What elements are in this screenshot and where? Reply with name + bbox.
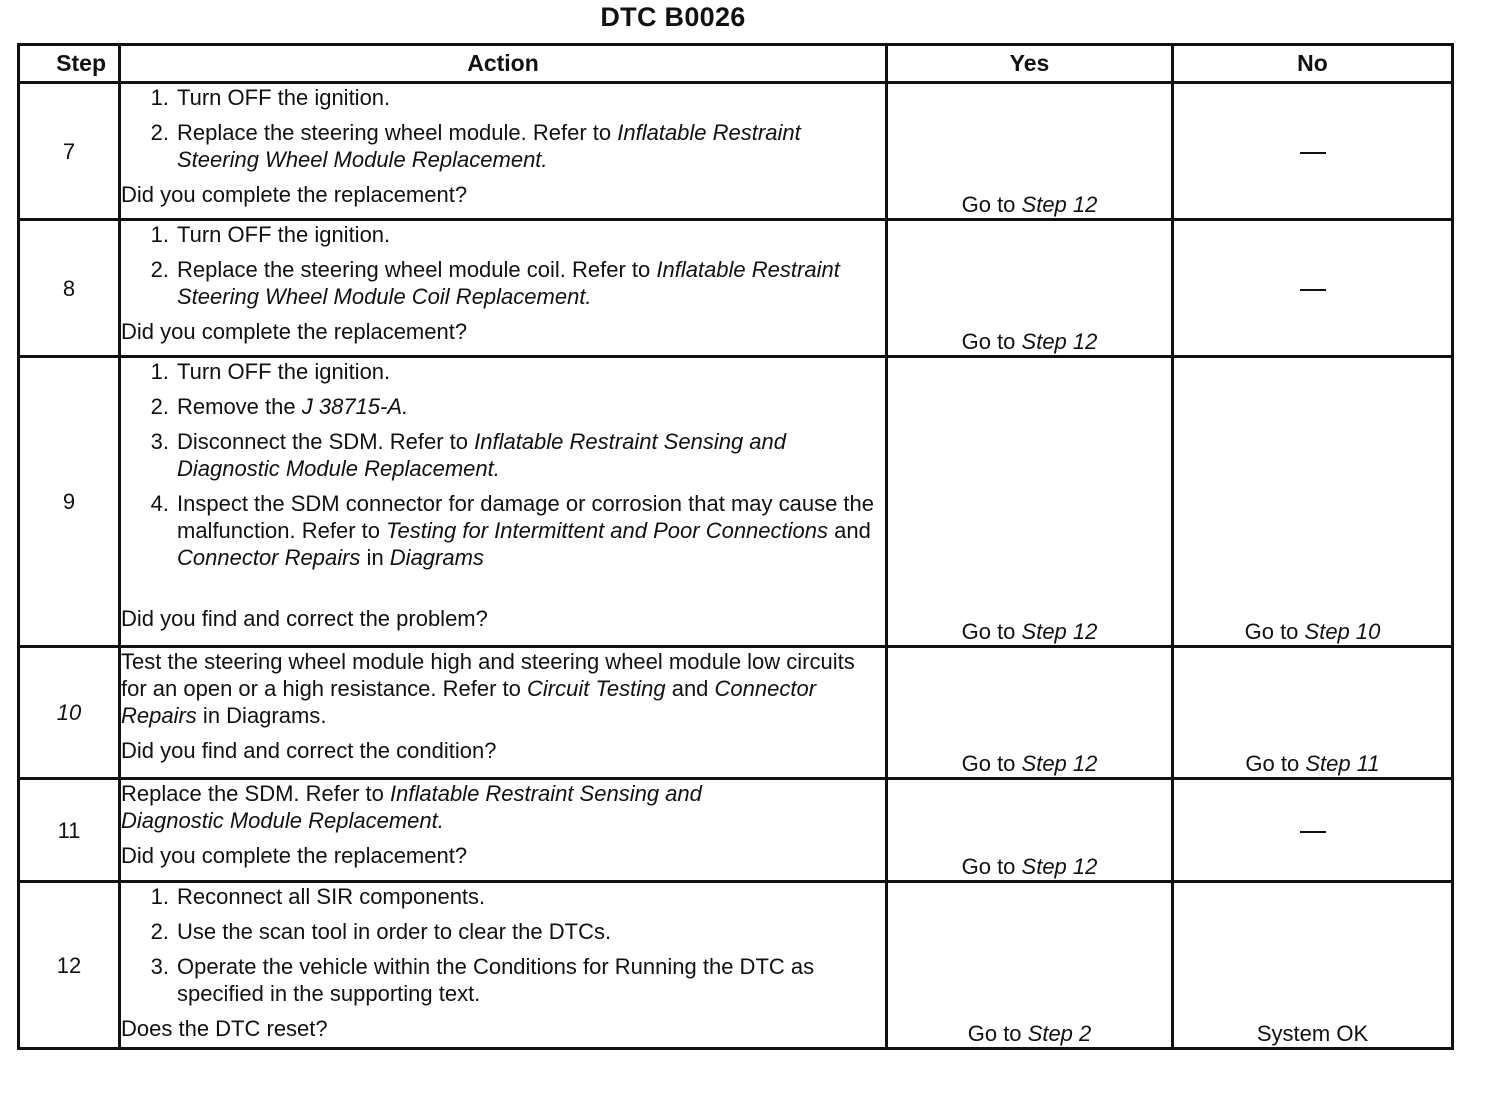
step-number: 9 [19, 357, 120, 647]
yes-link[interactable]: Step 12 [1021, 619, 1098, 644]
list-item: 3. Disconnect the SDM. Refer to Inflatable Restraint Sensing and Diagnostic Module Replacement. [150, 429, 786, 481]
header-row [19, 45, 1453, 83]
yes-cell: Go to Step 12 [887, 647, 1173, 779]
dash-mark [1300, 831, 1326, 833]
table-row [19, 357, 1453, 647]
question-text: Does the DTC reset? [121, 1016, 328, 1041]
action-cell [120, 882, 887, 1049]
list-item: 1. Turn OFF the ignition. [150, 359, 391, 384]
action-cell [120, 779, 887, 882]
yes-cell: Go to Step 12 [887, 357, 1173, 647]
table-row [19, 882, 1453, 1049]
action-list [121, 358, 885, 571]
step-number: 8 [19, 220, 120, 357]
header-yes: Yes [887, 45, 1173, 83]
list-item: 2. Remove the J 38715-A. [150, 394, 409, 419]
yes-cell: Go to Step 12 [887, 220, 1173, 357]
no-link[interactable]: Step 11 [1305, 751, 1380, 776]
list-item: 4. Inspect the SDM connector for damage or corrosion that may cause the malfunction. Refer to Testing for Intermittent and Poor Connections and Connector Repairs in Diagrams [150, 491, 875, 570]
no-cell: Go to Step 11 [1173, 647, 1453, 779]
table-row [19, 83, 1453, 220]
page-title: DTC B0026 [600, 2, 746, 32]
yes-cell: Go to Step 12 [887, 83, 1173, 220]
header-no: No [1173, 45, 1453, 83]
no-cell: System OK [1173, 882, 1453, 1049]
yes-cell: Go to Step 2 [887, 882, 1173, 1049]
question-text: Did you find and correct the condition? [121, 738, 497, 763]
question-text: Did you find and correct the problem? [121, 606, 488, 631]
action-list [121, 221, 885, 310]
list-item: 1. Turn OFF the ignition. [150, 222, 391, 247]
question-text: Did you complete the replacement? [121, 843, 468, 868]
yes-cell: Go to Step 12 [887, 779, 1173, 882]
step-number: 11 [19, 779, 120, 882]
action-text: Replace the SDM. Refer to Inflatable Restraint Sensing and Diagnostic Module Replacement. [121, 781, 702, 833]
table-row [19, 647, 1453, 779]
dash-mark [1300, 289, 1326, 291]
header-action: Action [120, 45, 887, 83]
yes-link[interactable]: Step 2 [1027, 1021, 1092, 1046]
dash-mark [1300, 152, 1326, 154]
list-item: 1. Turn OFF the ignition. [150, 85, 391, 110]
table-row [19, 779, 1453, 882]
header-step: Step [19, 45, 120, 83]
step-number: 12 [19, 882, 120, 1049]
action-cell [120, 220, 887, 357]
action-text: Test the steering wheel module high and steering wheel module low circuits for an open or a high resistance. Refer to Circuit Testing and Connector Repairs in Diagrams. [121, 649, 855, 728]
yes-link[interactable]: Step 12 [1021, 329, 1098, 354]
step-number: 10 [19, 647, 120, 779]
diagnostic-table [17, 43, 1454, 1050]
yes-link[interactable]: Step 12 [1021, 751, 1098, 776]
action-cell [120, 647, 887, 779]
table-row [19, 220, 1453, 357]
action-cell [120, 83, 887, 220]
question-text: Did you complete the replacement? [121, 182, 468, 207]
question-text: Did you complete the replacement? [121, 319, 468, 344]
no-cell [1173, 779, 1453, 882]
action-cell [120, 357, 887, 647]
list-item: 2. Replace the steering wheel module coil. Refer to Inflatable Restraint Steering Wheel Module Coil Replacement. [150, 257, 840, 309]
list-item: 3. Operate the vehicle within the Conditions for Running the DTC as specified in the supporting text. [150, 954, 815, 1006]
list-item: 2. Replace the steering wheel module. Refer to Inflatable Restraint Steering Wheel Module Replacement. [150, 120, 801, 172]
yes-link[interactable]: Step 12 [1021, 192, 1098, 217]
action-list [121, 84, 885, 173]
list-item: 2. Use the scan tool in order to clear the DTCs. [150, 919, 612, 944]
no-cell: Go to Step 10 [1173, 357, 1453, 647]
no-link[interactable]: Step 10 [1304, 619, 1381, 644]
list-item: 1. Reconnect all SIR components. [150, 884, 486, 909]
no-cell [1173, 220, 1453, 357]
no-cell [1173, 83, 1453, 220]
yes-link[interactable]: Step 12 [1021, 854, 1098, 879]
action-list [121, 883, 885, 1007]
step-number: 7 [19, 83, 120, 220]
